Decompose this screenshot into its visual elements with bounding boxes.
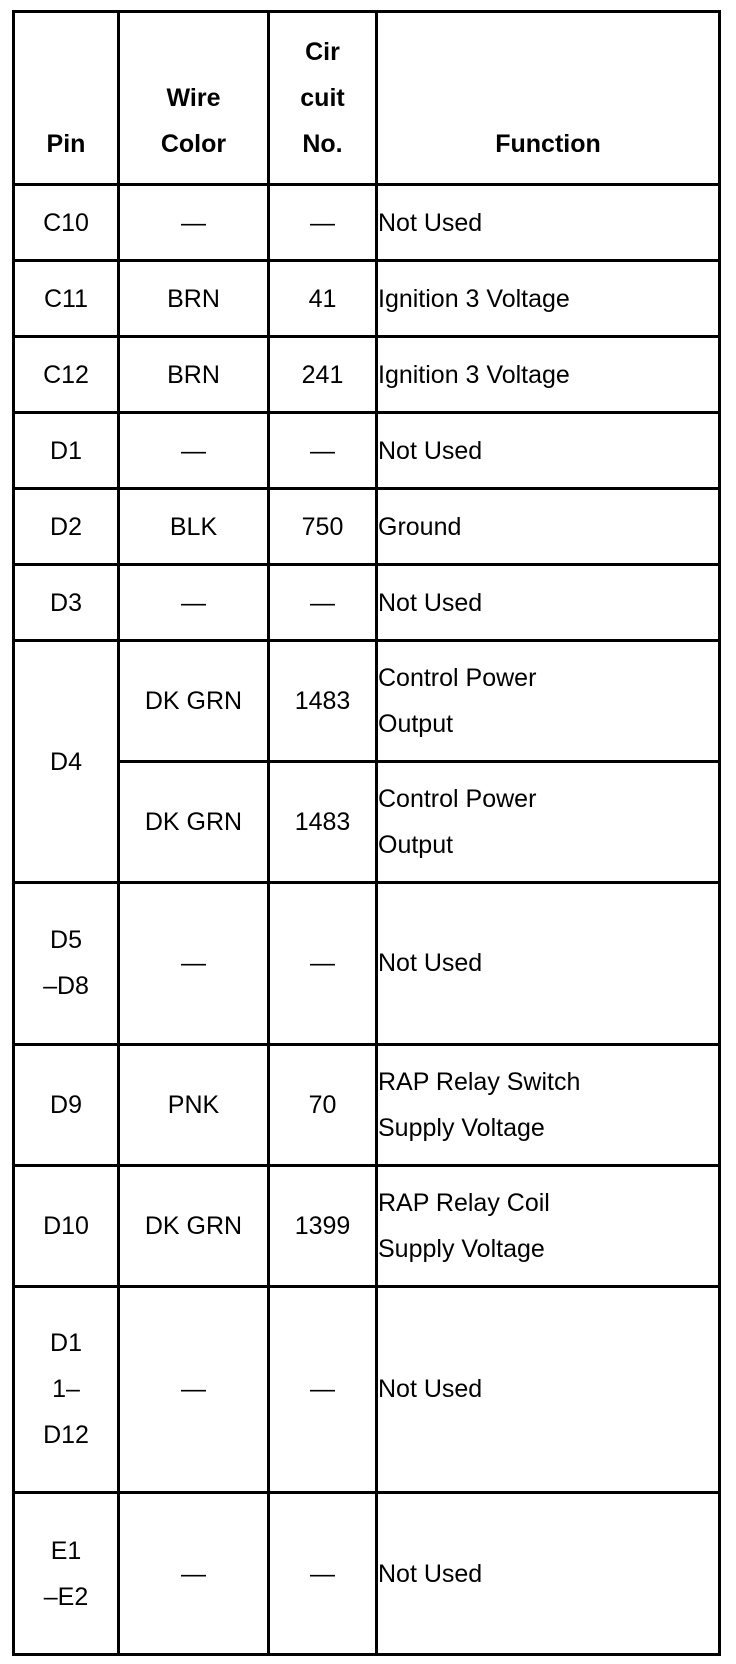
wire-color-cell: —: [119, 185, 269, 261]
circuit-cell: 70: [269, 1044, 377, 1165]
pin-cell: D5 –D8: [14, 883, 119, 1045]
function-cell: Ignition 3 Voltage: [377, 337, 720, 413]
pin-cell: D1 1– D12: [14, 1286, 119, 1493]
function-cell: Not Used: [377, 883, 720, 1045]
table-row: [14, 641, 720, 762]
table-row: [14, 1286, 720, 1493]
function-cell: Not Used: [377, 565, 720, 641]
table-row: [14, 185, 720, 261]
wire-color-cell: BRN: [119, 337, 269, 413]
table-row: [14, 762, 720, 883]
pin-cell: C12: [14, 337, 119, 413]
circuit-cell: 1483: [269, 641, 377, 762]
wire-color-cell: —: [119, 565, 269, 641]
wire-color-cell: —: [119, 413, 269, 489]
connector-pinout-table: [12, 10, 721, 1656]
header-function: Function: [377, 12, 720, 185]
pin-cell: C11: [14, 261, 119, 337]
circuit-cell: 750: [269, 489, 377, 565]
pin-cell: D10: [14, 1165, 119, 1286]
table-row: [14, 261, 720, 337]
wire-color-cell: BLK: [119, 489, 269, 565]
circuit-cell: —: [269, 185, 377, 261]
wire-color-cell: —: [119, 1286, 269, 1493]
function-cell: Ground: [377, 489, 720, 565]
circuit-cell: 241: [269, 337, 377, 413]
circuit-cell: —: [269, 883, 377, 1045]
header-pin: Pin: [14, 12, 119, 185]
function-cell: Not Used: [377, 1286, 720, 1493]
wire-color-cell: DK GRN: [119, 762, 269, 883]
function-cell: Control Power Output: [377, 641, 720, 762]
pin-cell: E1 –E2: [14, 1493, 119, 1655]
table-row: [14, 413, 720, 489]
function-cell: Not Used: [377, 413, 720, 489]
wire-color-cell: —: [119, 883, 269, 1045]
header-row: [14, 12, 720, 185]
pin-cell: D3: [14, 565, 119, 641]
circuit-cell: —: [269, 565, 377, 641]
pin-cell: D2: [14, 489, 119, 565]
circuit-cell: —: [269, 1286, 377, 1493]
pin-cell: C10: [14, 185, 119, 261]
circuit-cell: —: [269, 1493, 377, 1655]
table-row: [14, 565, 720, 641]
wire-color-cell: DK GRN: [119, 641, 269, 762]
header-wire-color: Wire Color: [119, 12, 269, 185]
pin-cell: D9: [14, 1044, 119, 1165]
function-cell: Ignition 3 Voltage: [377, 261, 720, 337]
wire-color-cell: DK GRN: [119, 1165, 269, 1286]
circuit-cell: 41: [269, 261, 377, 337]
circuit-cell: —: [269, 413, 377, 489]
function-cell: RAP Relay Switch Supply Voltage: [377, 1044, 720, 1165]
pin-cell: D4: [14, 641, 119, 883]
table-row: [14, 489, 720, 565]
pin-cell: D1: [14, 413, 119, 489]
table-row: [14, 1165, 720, 1286]
function-cell: Not Used: [377, 185, 720, 261]
wire-color-cell: BRN: [119, 261, 269, 337]
function-cell: Control Power Output: [377, 762, 720, 883]
function-cell: Not Used: [377, 1493, 720, 1655]
function-cell: RAP Relay Coil Supply Voltage: [377, 1165, 720, 1286]
circuit-cell: 1483: [269, 762, 377, 883]
table-row: [14, 1044, 720, 1165]
table-row: [14, 883, 720, 1045]
table-row: [14, 337, 720, 413]
circuit-cell: 1399: [269, 1165, 377, 1286]
header-circuit-no: Cir cuit No.: [269, 12, 377, 185]
wire-color-cell: —: [119, 1493, 269, 1655]
wire-color-cell: PNK: [119, 1044, 269, 1165]
table-row: [14, 1493, 720, 1655]
